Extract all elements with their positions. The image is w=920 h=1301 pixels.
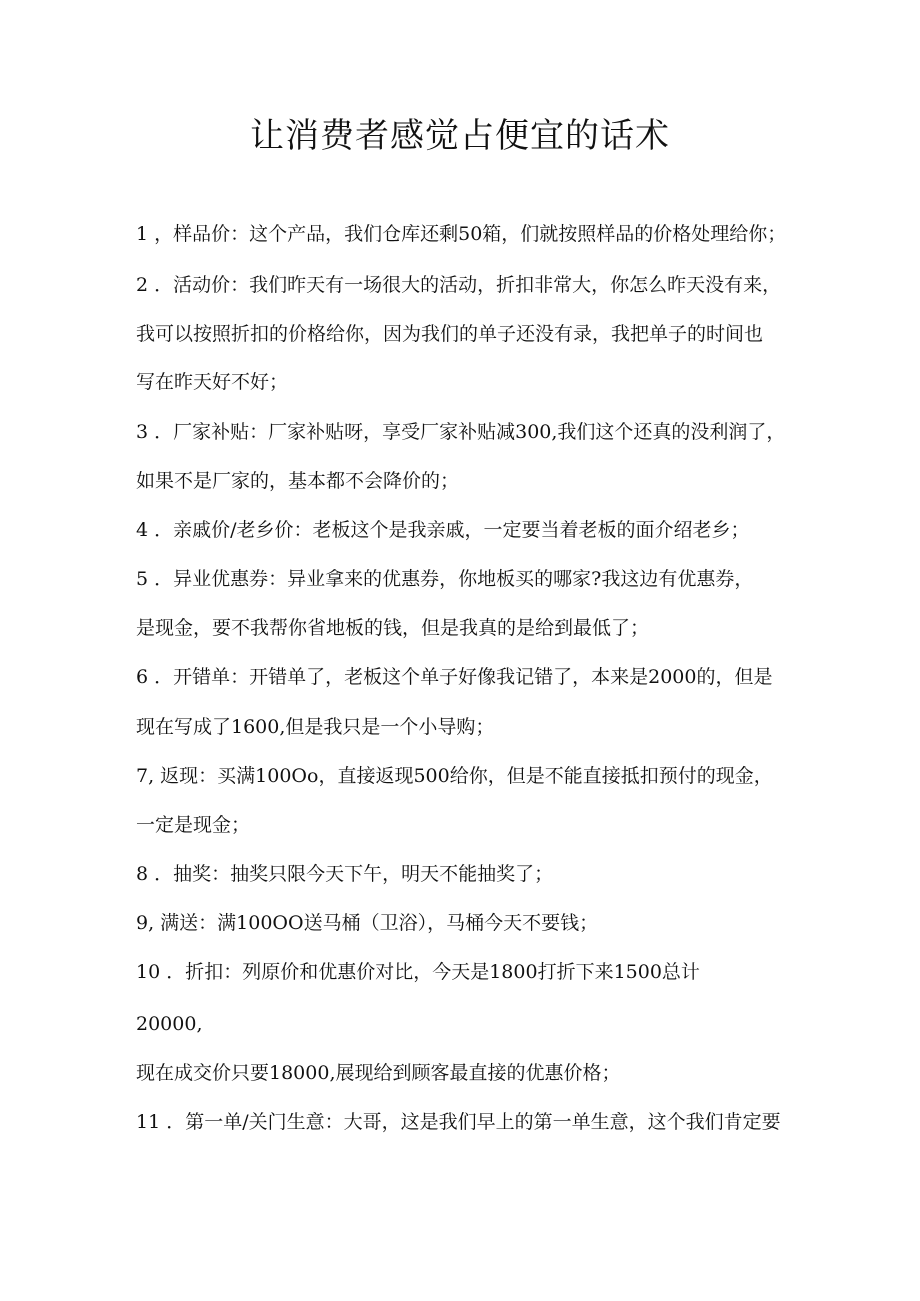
item-2-line-1: 2 ．活动价：我们昨天有一场很大的活动，折扣非常大，你怎么昨天没有来，: [136, 274, 782, 296]
item-10-line-2: 20000,: [136, 1013, 203, 1035]
item-3-line-2: 如果不是厂家的，基本都不会降价的；: [136, 470, 460, 492]
item-3-line-1: 3 ．厂家补贴：厂家补贴呀，享受厂家补贴减300,我们这个还真的没利润了，: [136, 421, 786, 443]
item-7-line-1: 7, 返现：买满100Oo，直接返现500给你，但是不能直接抵扣预付的现金，: [136, 765, 773, 787]
document-title: 让消费者感觉占便宜的话术: [250, 116, 670, 156]
item-6-line-1: 6 ．开错单：开错单了，老板这个单子好像我记错了，本来是2000的，但是: [136, 666, 773, 688]
item-7-line-2: 一定是现金；: [136, 814, 251, 836]
item-2-line-2: 我可以按照折扣的价格给你，因为我们的单子还没有录，我把单子的时间也: [136, 323, 764, 345]
item-5-line-1: 5 ．异业优惠券：异业拿来的优惠券，你地板买的哪家?我这边有优惠券，: [136, 568, 754, 590]
item-8-line-1: 8 ．抽奖：抽奖只限今天下午，明天不能抽奖了；: [136, 863, 554, 885]
item-9-line-1: 9, 满送：满100OO送马桶（卫浴），马桶今天不要钱；: [136, 912, 599, 934]
item-11-line-1: 11 ．第一单/关门生意：大哥，这是我们早上的第一单生意，这个我们肯定要: [136, 1111, 781, 1133]
item-10-line-1: 10 ．折扣：列原价和优惠价对比，今天是1800打折下来1500总计: [136, 961, 700, 983]
item-4-line-1: 4 ．亲戚价/老乡价：老板这个是我亲戚，一定要当着老板的面介绍老乡；: [136, 519, 750, 541]
item-2-line-3: 写在昨天好不好；: [136, 371, 289, 393]
item-5-line-2: 是现金，要不我帮你省地板的钱，但是我真的是给到最低了；: [136, 617, 650, 639]
item-10-line-3: 现在成交价只要18000,展现给到顾客最直接的优惠价格；: [136, 1062, 621, 1084]
item-6-line-2: 现在写成了1600,但是我只是一个小导购；: [136, 716, 495, 738]
item-1-line-1: 1 ，样品价：这个产品，我们仓库还剩50箱，们就按照样品的价格处理给你；: [136, 223, 787, 245]
